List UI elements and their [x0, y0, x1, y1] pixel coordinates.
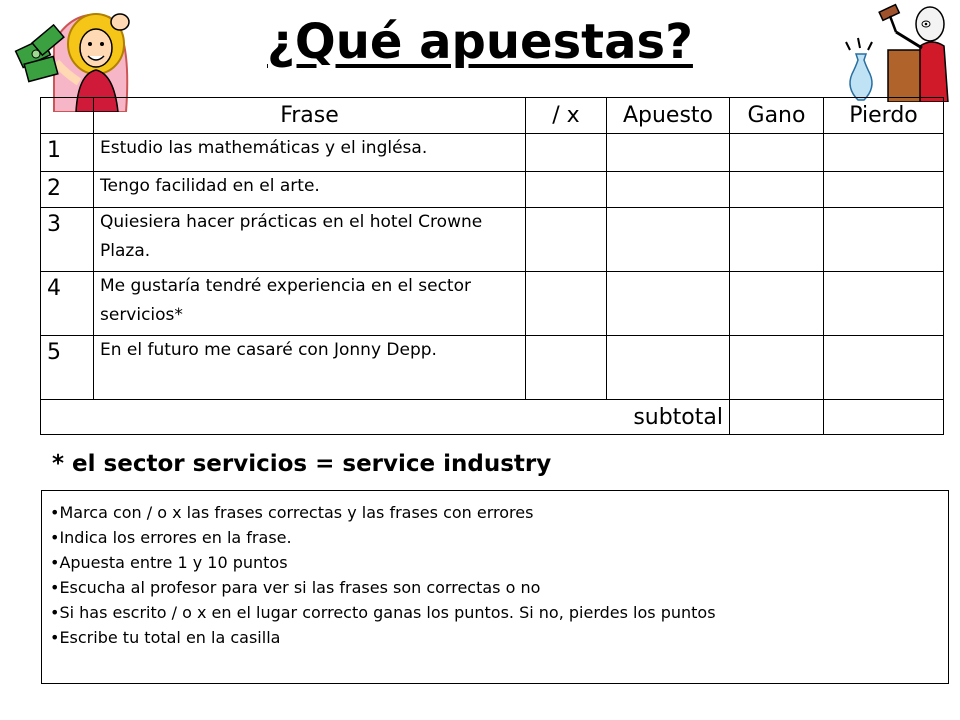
- table-row: [41, 208, 944, 272]
- row-sentence: Quiesiera hacer prácticas en el hotel Crowne Plaza.: [94, 208, 526, 272]
- table-header-row: [41, 98, 944, 134]
- table-row: [41, 172, 944, 208]
- mark-cell[interactable]: [526, 272, 607, 336]
- row-number: 2: [41, 172, 94, 208]
- header-apuesto: Apuesto: [607, 98, 730, 134]
- row-sentence: Me gustaría tendré experiencia en el sector servicios*: [94, 272, 526, 336]
- subtotal-label: subtotal: [41, 400, 730, 435]
- win-cell[interactable]: [730, 172, 824, 208]
- instruction-item: •Si has escrito / o x en el lugar correcto ganas los puntos. Si no, pierdes los puntos: [50, 603, 716, 622]
- subtotal-win-cell[interactable]: [730, 400, 824, 435]
- bet-cell[interactable]: [607, 134, 730, 172]
- row-number: 3: [41, 208, 94, 272]
- lose-cell[interactable]: [824, 208, 944, 272]
- instruction-item: •Escucha al profesor para ver si las frases son correctas o no: [50, 578, 541, 597]
- auctioneer-clipart: [836, 2, 954, 102]
- subtotal-row: [41, 400, 944, 435]
- betting-table: [40, 97, 944, 435]
- row-sentence: Tengo facilidad en el arte.: [94, 172, 526, 208]
- bet-cell[interactable]: [607, 272, 730, 336]
- win-cell[interactable]: [730, 272, 824, 336]
- instruction-item: •Indica los errores en la frase.: [50, 528, 292, 547]
- bet-cell[interactable]: [607, 336, 730, 400]
- row-sentence: Estudio las mathemáticas y el inglésa.: [94, 134, 526, 172]
- row-number: 1: [41, 134, 94, 172]
- instruction-item: •Escribe tu total en la casilla: [50, 628, 281, 647]
- win-cell[interactable]: [730, 208, 824, 272]
- win-cell[interactable]: [730, 336, 824, 400]
- mark-cell[interactable]: [526, 134, 607, 172]
- instruction-item: •Apuesta entre 1 y 10 puntos: [50, 553, 288, 572]
- mark-cell[interactable]: [526, 208, 607, 272]
- mark-cell[interactable]: [526, 172, 607, 208]
- header-correct-mark: / x: [526, 98, 607, 134]
- instruction-item: •Marca con / o x las frases correctas y las frases con errores: [50, 503, 534, 522]
- lose-cell[interactable]: [824, 336, 944, 400]
- row-number: 4: [41, 272, 94, 336]
- instructions-box: [41, 490, 949, 684]
- subtotal-lose-cell[interactable]: [824, 400, 944, 435]
- mark-cell[interactable]: [526, 336, 607, 400]
- row-number: 5: [41, 336, 94, 400]
- bet-cell[interactable]: [607, 208, 730, 272]
- lose-cell[interactable]: [824, 272, 944, 336]
- row-sentence: En el futuro me casaré con Jonny Depp.: [94, 336, 526, 400]
- header-pierdo: Pierdo: [824, 98, 944, 134]
- header-gano: Gano: [730, 98, 824, 134]
- header-number: [41, 98, 94, 134]
- table-row: [41, 336, 944, 400]
- footnote: * el sector servicios = service industry: [52, 451, 552, 477]
- lose-cell[interactable]: [824, 134, 944, 172]
- header-frase: Frase: [94, 98, 526, 134]
- win-cell[interactable]: [730, 134, 824, 172]
- bet-cell[interactable]: [607, 172, 730, 208]
- lose-cell[interactable]: [824, 172, 944, 208]
- table-row: [41, 272, 944, 336]
- table-row: [41, 134, 944, 172]
- page-title: ¿Qué apuestas?: [267, 14, 693, 70]
